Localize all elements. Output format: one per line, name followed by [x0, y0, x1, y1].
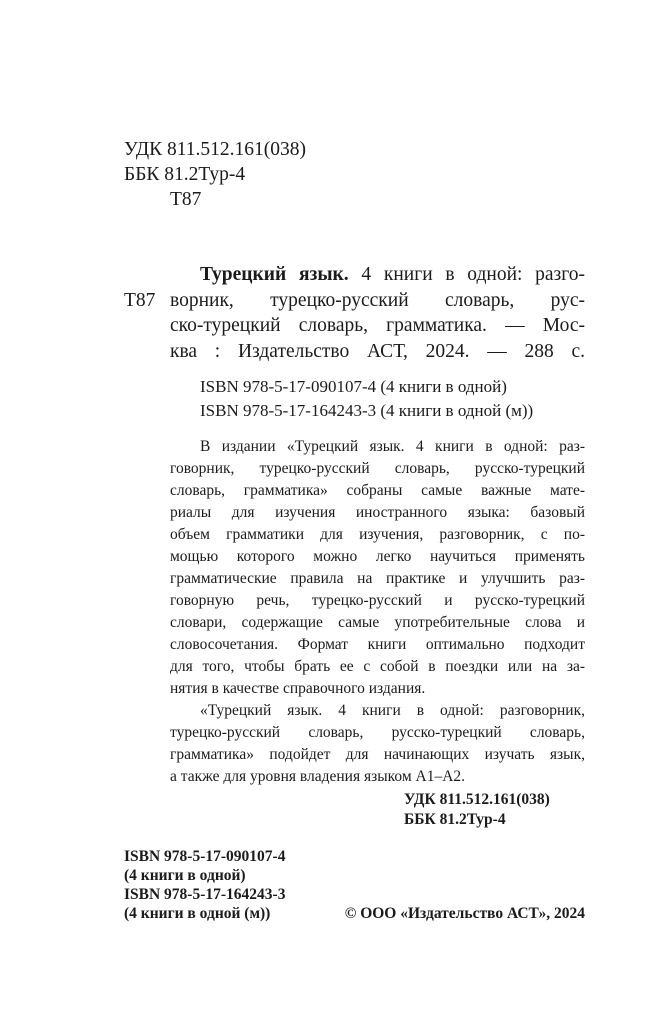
- annotation-line: словарь, грамматика» собраны самые важные мате-: [170, 482, 585, 499]
- footer-isbn-line: ISBN 978-5-17-164243-3: [124, 886, 286, 903]
- annotation-line: говорник, турецко-русский словарь, русско-турецкий: [170, 460, 585, 477]
- annotation-line: риалы для изучения иностранного языка: базовый: [170, 504, 585, 521]
- bibliographic-line: ворник, турецко-русский словарь, рус-: [170, 289, 585, 311]
- annotation-line: а также для уровня владения языком А1–А2.: [170, 768, 466, 785]
- annotation-line: «Турецкий язык. 4 книги в одной: разговорник,: [200, 702, 585, 719]
- footer-classification: [404, 790, 550, 830]
- annotation-line: объем грамматики для изучения, разговорник, с по-: [170, 526, 585, 543]
- footer-isbn-line: (4 книги в одной (м)): [124, 905, 271, 922]
- annotation-line: грамматические правила на практике и улучшить раз-: [170, 570, 585, 587]
- copyright-notice: © ООО «Издательство АСТ», 2024: [344, 905, 585, 922]
- author-mark: Т87: [170, 189, 202, 210]
- isbn-line: ISBN 978-5-17-164243-3 (4 книги в одной (м)): [200, 401, 534, 420]
- annotation-line: В издании «Турецкий язык. 4 книги в одной: раз-: [200, 438, 585, 455]
- footer-isbn-line: ISBN 978-5-17-090107-4: [124, 848, 286, 865]
- footer-isbn-line: (4 книги в одной): [124, 867, 246, 884]
- annotation-line: нятия в качестве справочного издания.: [170, 680, 426, 697]
- book-title: Турецкий язык.: [200, 264, 349, 285]
- isbn-list: [200, 375, 533, 423]
- annotation: [170, 436, 585, 788]
- bibliographic-line: [170, 262, 585, 288]
- bibliographic-margin-mark: Т87: [124, 290, 156, 311]
- bibliographic-description: [170, 262, 585, 365]
- isbn-line: ISBN 978-5-17-090107-4 (4 книги в одной): [200, 377, 507, 396]
- annotation-line: для того, чтобы брать ее с собой в поездки или на за-: [170, 658, 585, 675]
- annotation-line: грамматика» подойдет для начинающих изучать язык,: [170, 746, 585, 763]
- bibliographic-line: ква : Издательство АСТ, 2024. — 288 с.: [170, 341, 585, 363]
- bibliographic-line: ско-турецкий словарь, грамматика. — Мос-: [170, 315, 585, 337]
- annotation-line: словари, содержащие самые употребительные слова и: [170, 614, 585, 631]
- footer-bbk-code: ББК 81.2Тур-4: [404, 811, 506, 828]
- annotation-line: говорную речь, турецко-русский и русско-турецкий: [170, 592, 585, 609]
- bibliographic-line-rest: 4 книги в одной: разго-: [361, 264, 586, 285]
- classification-header: [124, 137, 306, 212]
- annotation-line: мощью которого можно легко научиться применять: [170, 548, 585, 565]
- footer-isbn-list: [124, 847, 285, 923]
- bbk-code: ББК 81.2Тур-4: [124, 164, 246, 185]
- annotation-line: турецко-русский словарь, русско-турецкий словарь,: [170, 724, 585, 741]
- udk-code: УДК 811.512.161(038): [124, 139, 307, 160]
- footer-udk-code: УДК 811.512.161(038): [404, 791, 550, 808]
- annotation-line: словосочетания. Формат книги оптимально подходит: [170, 636, 585, 653]
